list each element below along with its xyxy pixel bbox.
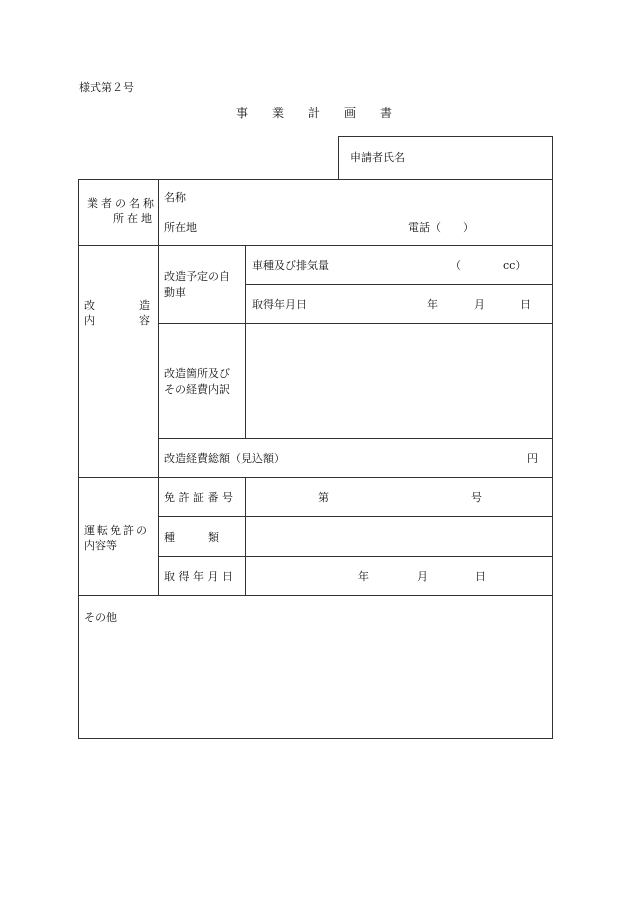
- displacement-open-paren: （: [450, 259, 461, 272]
- applicant-box-top: [338, 136, 552, 137]
- license-inner-divider: [245, 477, 246, 595]
- modification-section-bottom: [78, 477, 552, 478]
- modification-section-label-line2: 内 容: [84, 314, 150, 327]
- total-cost-unit: 円: [527, 452, 538, 465]
- license-section-label-line1: 運転免許の: [84, 524, 149, 537]
- form-number: 様式第２号: [79, 81, 134, 94]
- license-number-suffix: 号: [471, 491, 482, 504]
- license-acquired-label: 取 得 年 月 日: [164, 570, 233, 583]
- vehicle-acquired-label: 取得年月日: [252, 298, 307, 311]
- modification-section-label-line1: 改 造: [84, 299, 150, 312]
- vehicle-acquired-day: 日: [520, 298, 531, 311]
- license-number-label: 免 許 証 番 号: [164, 491, 233, 504]
- business-address-label: 所在地: [164, 221, 197, 234]
- document-title: 事 業 計 画 書: [236, 106, 393, 120]
- license-acquired-day: 日: [475, 570, 486, 583]
- license-type-row-bottom: [158, 556, 552, 557]
- applicant-box-left: [338, 136, 339, 179]
- license-acquired-month: 月: [417, 570, 428, 583]
- vehicle-acquired-year: 年: [427, 298, 438, 311]
- vehicle-type-row-bottom: [245, 284, 552, 285]
- vehicle-row-bottom: [158, 323, 552, 324]
- table-right-border: [552, 136, 553, 739]
- modification-inner-divider: [245, 245, 246, 438]
- total-cost-label: 改造経費総額（見込額）: [164, 452, 285, 465]
- license-section-label-line2: 内容等: [84, 539, 117, 552]
- license-number-row-bottom: [158, 516, 552, 517]
- label-column-divider: [158, 179, 159, 596]
- displacement-unit: cc）: [503, 259, 527, 272]
- breakdown-label-line1: 改造箇所及び: [164, 367, 230, 380]
- vehicle-label-line1: 改造予定の自: [164, 270, 230, 283]
- breakdown-label-line2: その経費内訳: [164, 383, 230, 396]
- business-phone-label: 電話（ ）: [408, 221, 474, 234]
- vehicle-label-line2: 動車: [164, 286, 186, 299]
- breakdown-row-bottom: [158, 438, 552, 439]
- applicant-name-label: 申請者氏名: [350, 151, 405, 164]
- vehicle-type-label: 車種及び排気量: [252, 259, 329, 272]
- table-top-border: [78, 179, 552, 180]
- license-number-prefix: 第: [318, 491, 329, 504]
- license-acquired-year: 年: [358, 570, 369, 583]
- table-bottom-border: [78, 738, 553, 739]
- license-section-bottom: [78, 595, 552, 596]
- business-row-label-line1: 業者の名称: [87, 197, 157, 210]
- business-row-bottom: [78, 245, 552, 246]
- table-left-border: [78, 179, 79, 739]
- business-row-label-line2: 所在地: [113, 212, 155, 225]
- license-type-label: 種 類: [164, 531, 219, 544]
- other-label: その他: [84, 611, 117, 624]
- business-name-label: 名称: [164, 191, 186, 204]
- vehicle-acquired-month: 月: [474, 298, 485, 311]
